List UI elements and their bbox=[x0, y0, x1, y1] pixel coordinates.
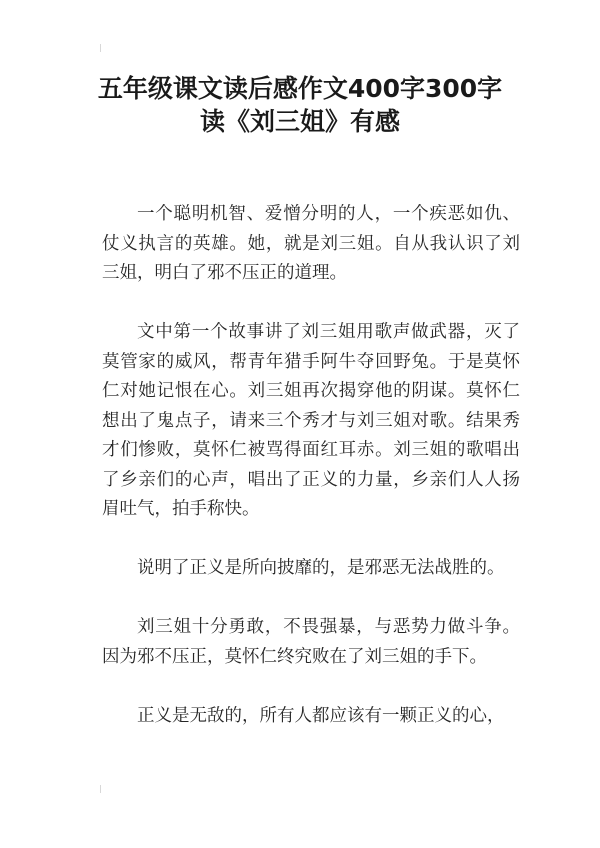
paragraph: 一个聪明机智、爱憎分明的人，一个疾恶如仇、仗义执言的英雄。她，就是刘三姐。自从我认识了刘三姐，明白了邪不压正的道理。 bbox=[102, 204, 520, 283]
page-corner-mark bbox=[100, 44, 101, 52]
document-title bbox=[0, 72, 600, 138]
paragraph: 文中第一个故事讲了刘三姐用歌声做武器，灭了莫管家的威风，帮青年猎手阿牛夺回野兔。于是莫怀仁对她记恨在心。刘三姐再次揭穿他的阴谋。莫怀仁想出了鬼点子，请来三个秀才与刘三姐对歌。结果秀才们惨败，莫怀仁被骂得面红耳赤。刘三姐的歌唱出了乡亲们的心声，唱出了正义的力量，乡亲们人人扬眉吐气，拍手称快。 bbox=[102, 322, 520, 519]
paragraph: 说明了正义是所向披靡的，是邪恶无法战胜的。 bbox=[137, 558, 505, 578]
page-corner-mark bbox=[100, 785, 101, 793]
paragraph: 刘三姐十分勇敢，不畏强暴，与恶势力做斗争。因为邪不压正，莫怀仁终究败在了刘三姐的手下。 bbox=[102, 617, 520, 667]
title-line-1: 五年级课文读后感作文400字300字 bbox=[97, 74, 503, 103]
paragraph: 正义是无敌的，所有人都应该有一颗正义的心， bbox=[137, 705, 505, 726]
document-body bbox=[102, 200, 520, 731]
title-line-2: 读《刘三姐》有感 bbox=[199, 107, 400, 136]
